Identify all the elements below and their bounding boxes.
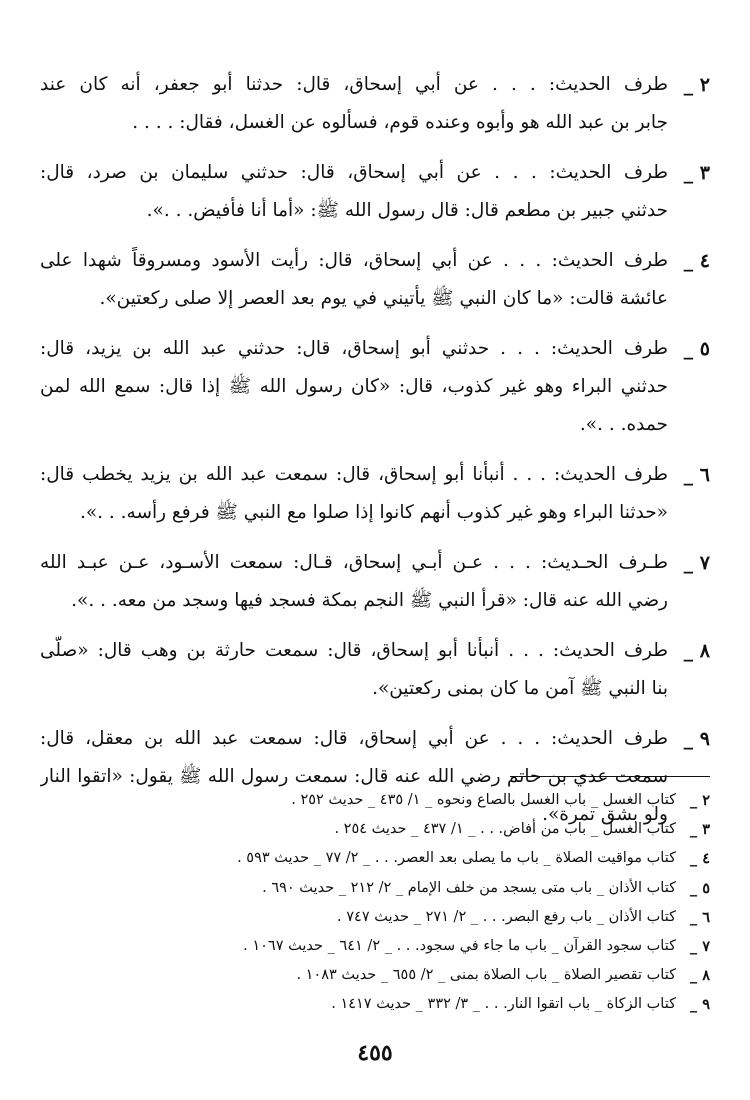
footnote-text: كتاب الغسل _ باب الغسل بالصاع ونحوه _ ١/ ٤٣٥ _ حديث ٢٥٢ . xyxy=(291,792,676,808)
footnote-text: كتاب الغسل _ باب من أفاض. . . _ ١/ ٤٣٧ _ حديث ٢٥٤ . xyxy=(334,821,676,838)
entry-text-line: «حدثنا البراء وهو غير كذوب أنهم كانوا إذا صلوا مع النبي ﷺ فرفع رأسه. . .». xyxy=(79,502,668,523)
footnote xyxy=(40,903,710,932)
hadith-entry xyxy=(40,456,710,532)
entry-text-line: سمعت عدي بن حاتم رضي الله عنه قال: سمعت رسول الله ﷺ يقول: «اتقوا النار xyxy=(40,766,668,787)
footnote-number: ٤ _ xyxy=(689,850,710,868)
footnote xyxy=(40,932,710,961)
entry-number: ٥ _ xyxy=(683,338,710,360)
footnote xyxy=(40,961,710,990)
footnote-text: كتاب تقصير الصلاة _ باب الصلاة بمنى _ ٢/ ٦٥٥ _ حديث ١٠٨٣ . xyxy=(296,967,676,984)
footnote xyxy=(40,874,710,903)
entry-text-line: جابر بن عبد الله هو وأبوه وعنده قوم، فسألوه عن الغسل، فقال: . . . . xyxy=(132,112,668,133)
footnote-number: ٣ _ xyxy=(689,821,710,839)
footnote-number: ٢ _ xyxy=(689,792,710,809)
entry-text-line: طرف الحديث: . . . عن أبي إسحاق، قال: سمعت عبد الله بن معقل، قال: xyxy=(40,728,668,749)
footnote xyxy=(40,844,710,873)
hadith-entry xyxy=(40,330,710,444)
footnotes xyxy=(40,786,710,1020)
footnote-text: كتاب الأذان _ باب متى يسجد من خلف الإمام _ ٢/ ٢١٢ _ حديث ٦٩٠ . xyxy=(262,879,676,896)
entry-text-line: بنا النبي ﷺ آمن ما كان بمنى ركعتين». xyxy=(372,678,668,699)
entry-text-line: طرف الحديث: . . . حدثني أبو إسحاق، قال: حدثني عبد الله بن يزيد، قال: xyxy=(40,338,668,359)
footnote-number: ٦ _ xyxy=(689,908,710,926)
hadith-entries xyxy=(40,66,710,846)
entry-number: ٢ _ xyxy=(683,74,710,96)
entry-number: ٣ _ xyxy=(683,162,710,184)
footnote xyxy=(40,990,710,1019)
hadith-entry xyxy=(40,154,710,230)
entry-text-line: رضي الله عنه قال: «قرأ النبي ﷺ النجم بمكة فسجد فيها وسجد من معه. . .». xyxy=(71,590,668,611)
footnote-separator xyxy=(510,776,710,777)
entry-text-line: طـرف الحـديث: . . . عـن أبـي إسحاق، قـال: سمعت الأسـود، عـن عبـد الله xyxy=(40,552,668,573)
entry-number: ٨ _ xyxy=(683,640,710,662)
footnote-number: ٧ _ xyxy=(689,938,710,956)
hadith-entry xyxy=(40,632,710,708)
entry-text-line: طرف الحديث: . . . عن أبي إسحاق، قال: حدثنا أبو جعفر، أنه كان عند xyxy=(40,74,668,95)
footnote-number: ٥ _ xyxy=(689,879,710,897)
entry-number: ٧ _ xyxy=(683,552,710,574)
footnote xyxy=(40,815,710,844)
entry-text-line: طرف الحديث: . . . أنبأنا أبو إسحاق، قال: سمعت عبد الله بن يزيد يخطب قال: xyxy=(40,464,668,485)
hadith-entry xyxy=(40,242,710,318)
hadith-entry xyxy=(40,544,710,620)
footnote-text: كتاب الأذان _ باب رفع البصر. . . _ ٢/ ٢٧١ _ حديث ٧٤٧ . xyxy=(337,908,676,925)
entry-text-line: حدثني جبير بن مطعم قال: قال رسول الله ﷺ: «أما أنا فأفيض. . .». xyxy=(146,200,668,221)
footnote xyxy=(40,786,710,815)
entry-text-line: طرف الحديث: . . . عن أبي إسحاق، قال: حدثني سليمان بن صرد، قال: xyxy=(40,162,668,183)
hadith-entry xyxy=(40,66,710,142)
footnote-text: كتاب سجود القرآن _ باب ما جاء في سجود. . . _ ٢/ ٦٤١ _ حديث ١٠٦٧ . xyxy=(243,938,676,955)
entry-text-line: ولو بشق تمرة». xyxy=(542,804,668,825)
entry-text-line: حمده. . .». xyxy=(579,414,668,435)
footnote-number: ٩ _ xyxy=(689,996,710,1014)
entry-text-line: عائشة قالت: «ما كان النبي ﷺ يأتيني في يوم بعد العصر إلا صلى ركعتين». xyxy=(99,288,668,309)
entry-number: ٦ _ xyxy=(683,464,710,486)
entry-text-line: طرف الحديث: . . . أنبأنا أبو إسحاق، قال: سمعت حارثة بن وهب قال: «صلّى xyxy=(40,640,668,661)
footnote-number: ٨ _ xyxy=(689,967,710,985)
footnote-text: كتاب الزكاة _ باب اتقوا النار. . . _ ٣/ ٣٣٢ _ حديث ١٤١٧ . xyxy=(331,996,676,1013)
page-number: ٤٥٥ xyxy=(357,1040,393,1066)
entry-text-line: حدثني البراء وهو غير كذوب، قال: «كان رسول الله ﷺ إذا قال: سمع الله لمن xyxy=(40,376,668,397)
entry-text-line: طرف الحديث: . . . عن أبي إسحاق، قال: رأيت الأسود ومسروقاً شهدا على xyxy=(40,250,668,271)
entry-number: ٩ _ xyxy=(683,728,710,750)
entry-number: ٤ _ xyxy=(683,250,710,272)
footnote-text: كتاب مواقيت الصلاة _ باب ما يصلى بعد العصر. . . _ ٢/ ٧٧ _ حديث ٥٩٣ . xyxy=(237,850,676,867)
